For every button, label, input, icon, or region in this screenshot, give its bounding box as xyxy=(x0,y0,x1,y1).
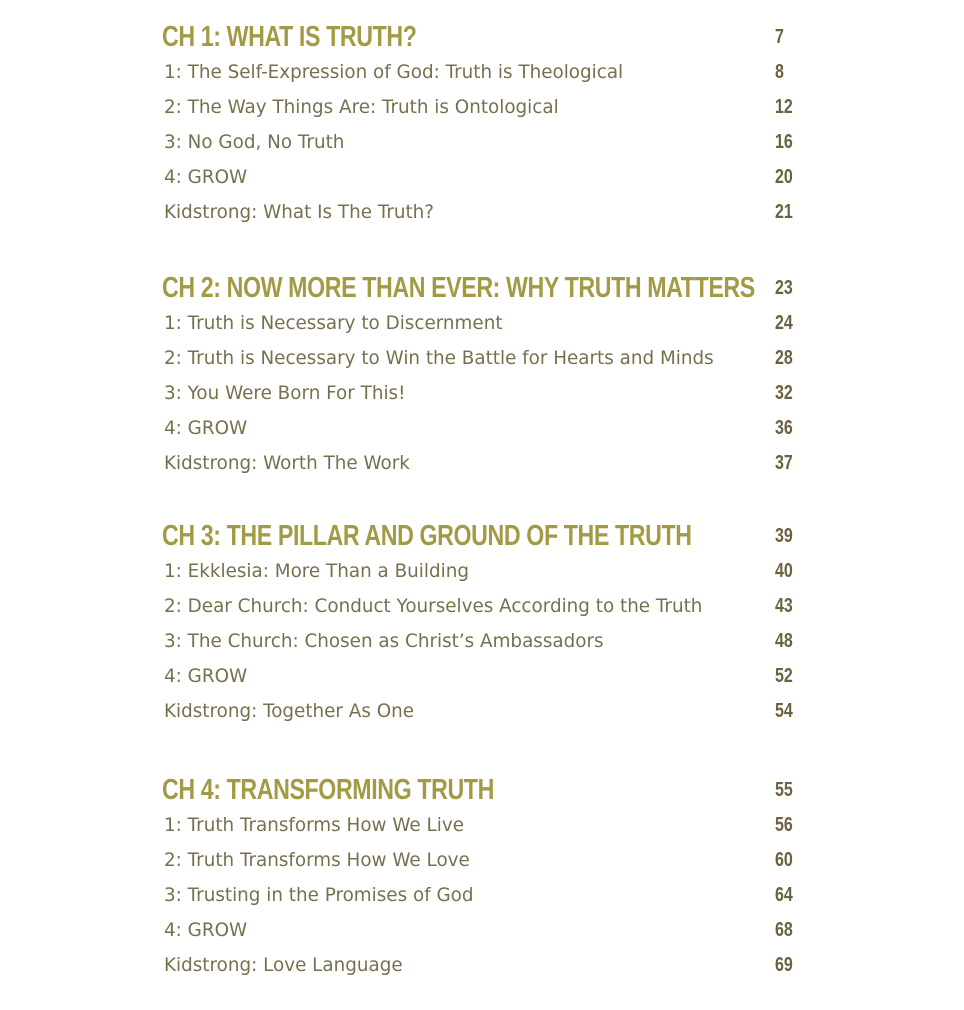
toc-entry[interactable] xyxy=(0,589,964,623)
entry-page-number: 20 xyxy=(775,166,793,188)
entry-title: 4: GROW xyxy=(164,166,248,188)
toc-entry[interactable] xyxy=(0,376,964,410)
entry-title: 3: No God, No Truth xyxy=(164,131,345,153)
entry-page-number: 64 xyxy=(775,884,793,906)
entry-page-number: 12 xyxy=(775,96,793,118)
entry-page-number: 21 xyxy=(775,201,793,223)
entry-page-number: 8 xyxy=(775,61,784,83)
toc-entry[interactable] xyxy=(0,125,964,159)
entry-title: Kidstrong: Love Language xyxy=(164,954,403,976)
chapter-title: CH 4: TRANSFORMING TRUTH xyxy=(162,774,494,806)
toc-entry[interactable] xyxy=(0,948,964,982)
toc-entry[interactable] xyxy=(0,694,964,728)
entry-title: 2: The Way Things Are: Truth is Ontological xyxy=(164,96,559,118)
toc-entry[interactable] xyxy=(0,659,964,693)
entry-title: Kidstrong: Together As One xyxy=(164,700,415,722)
toc-entry[interactable] xyxy=(0,195,964,229)
entry-title: 1: Truth is Necessary to Discernment xyxy=(164,312,503,334)
entry-page-number: 43 xyxy=(775,595,793,617)
toc-entry[interactable] xyxy=(0,843,964,877)
entry-title: Kidstrong: What Is The Truth? xyxy=(164,201,435,223)
entry-title: 1: Truth Transforms How We Live xyxy=(164,814,464,836)
entry-title: 4: GROW xyxy=(164,417,248,439)
toc-entry[interactable] xyxy=(0,90,964,124)
entry-title: 4: GROW xyxy=(164,919,248,941)
toc-entry[interactable] xyxy=(0,411,964,445)
entry-page-number: 28 xyxy=(775,347,793,369)
entry-page-number: 32 xyxy=(775,382,793,404)
entry-page-number: 36 xyxy=(775,417,793,439)
entry-title: 3: The Church: Chosen as Christ’s Ambassadors xyxy=(164,630,604,652)
chapter-title: CH 2: NOW MORE THAN EVER: WHY TRUTH MATTERS xyxy=(162,272,755,304)
entry-title: 2: Truth is Necessary to Win the Battle for Hearts and Minds xyxy=(164,347,714,369)
chapter-title: CH 1: WHAT IS TRUTH? xyxy=(162,21,417,53)
toc-entry[interactable] xyxy=(0,306,964,340)
entry-title: 2: Dear Church: Conduct Yourselves According to the Truth xyxy=(164,595,703,617)
toc-entry[interactable] xyxy=(0,808,964,842)
chapter-heading-row[interactable] xyxy=(0,20,964,54)
toc-entry[interactable] xyxy=(0,554,964,588)
chapter-title: CH 3: THE PILLAR AND GROUND OF THE TRUTH xyxy=(162,520,692,552)
entry-title: 1: The Self-Expression of God: Truth is Theological xyxy=(164,61,624,83)
entry-page-number: 52 xyxy=(775,665,793,687)
entry-page-number: 37 xyxy=(775,452,793,474)
entry-title: 2: Truth Transforms How We Love xyxy=(164,849,470,871)
entry-page-number: 56 xyxy=(775,814,793,836)
chapter-heading-row[interactable] xyxy=(0,773,964,807)
entry-page-number: 16 xyxy=(775,131,793,153)
entry-page-number: 69 xyxy=(775,954,793,976)
toc-entry[interactable] xyxy=(0,341,964,375)
entry-page-number: 40 xyxy=(775,560,793,582)
chapter-heading-row[interactable] xyxy=(0,271,964,305)
entry-title: 1: Ekklesia: More Than a Building xyxy=(164,560,469,582)
toc-entry[interactable] xyxy=(0,55,964,89)
entry-page-number: 68 xyxy=(775,919,793,941)
chapter-page-number: 55 xyxy=(775,779,793,801)
chapter-page-number: 39 xyxy=(775,525,793,547)
entry-title: 4: GROW xyxy=(164,665,248,687)
chapter-page-number: 23 xyxy=(775,277,793,299)
toc-entry[interactable] xyxy=(0,446,964,480)
entry-page-number: 48 xyxy=(775,630,793,652)
entry-page-number: 60 xyxy=(775,849,793,871)
entry-title: 3: You Were Born For This! xyxy=(164,382,406,404)
toc-entry[interactable] xyxy=(0,913,964,947)
entry-page-number: 54 xyxy=(775,700,793,722)
toc-entry[interactable] xyxy=(0,624,964,658)
entry-title: 3: Trusting in the Promises of God xyxy=(164,884,474,906)
entry-page-number: 24 xyxy=(775,312,793,334)
chapter-page-number: 7 xyxy=(775,26,784,48)
toc-entry[interactable] xyxy=(0,878,964,912)
chapter-heading-row[interactable] xyxy=(0,519,964,553)
entry-title: Kidstrong: Worth The Work xyxy=(164,452,410,474)
toc-entry[interactable] xyxy=(0,160,964,194)
